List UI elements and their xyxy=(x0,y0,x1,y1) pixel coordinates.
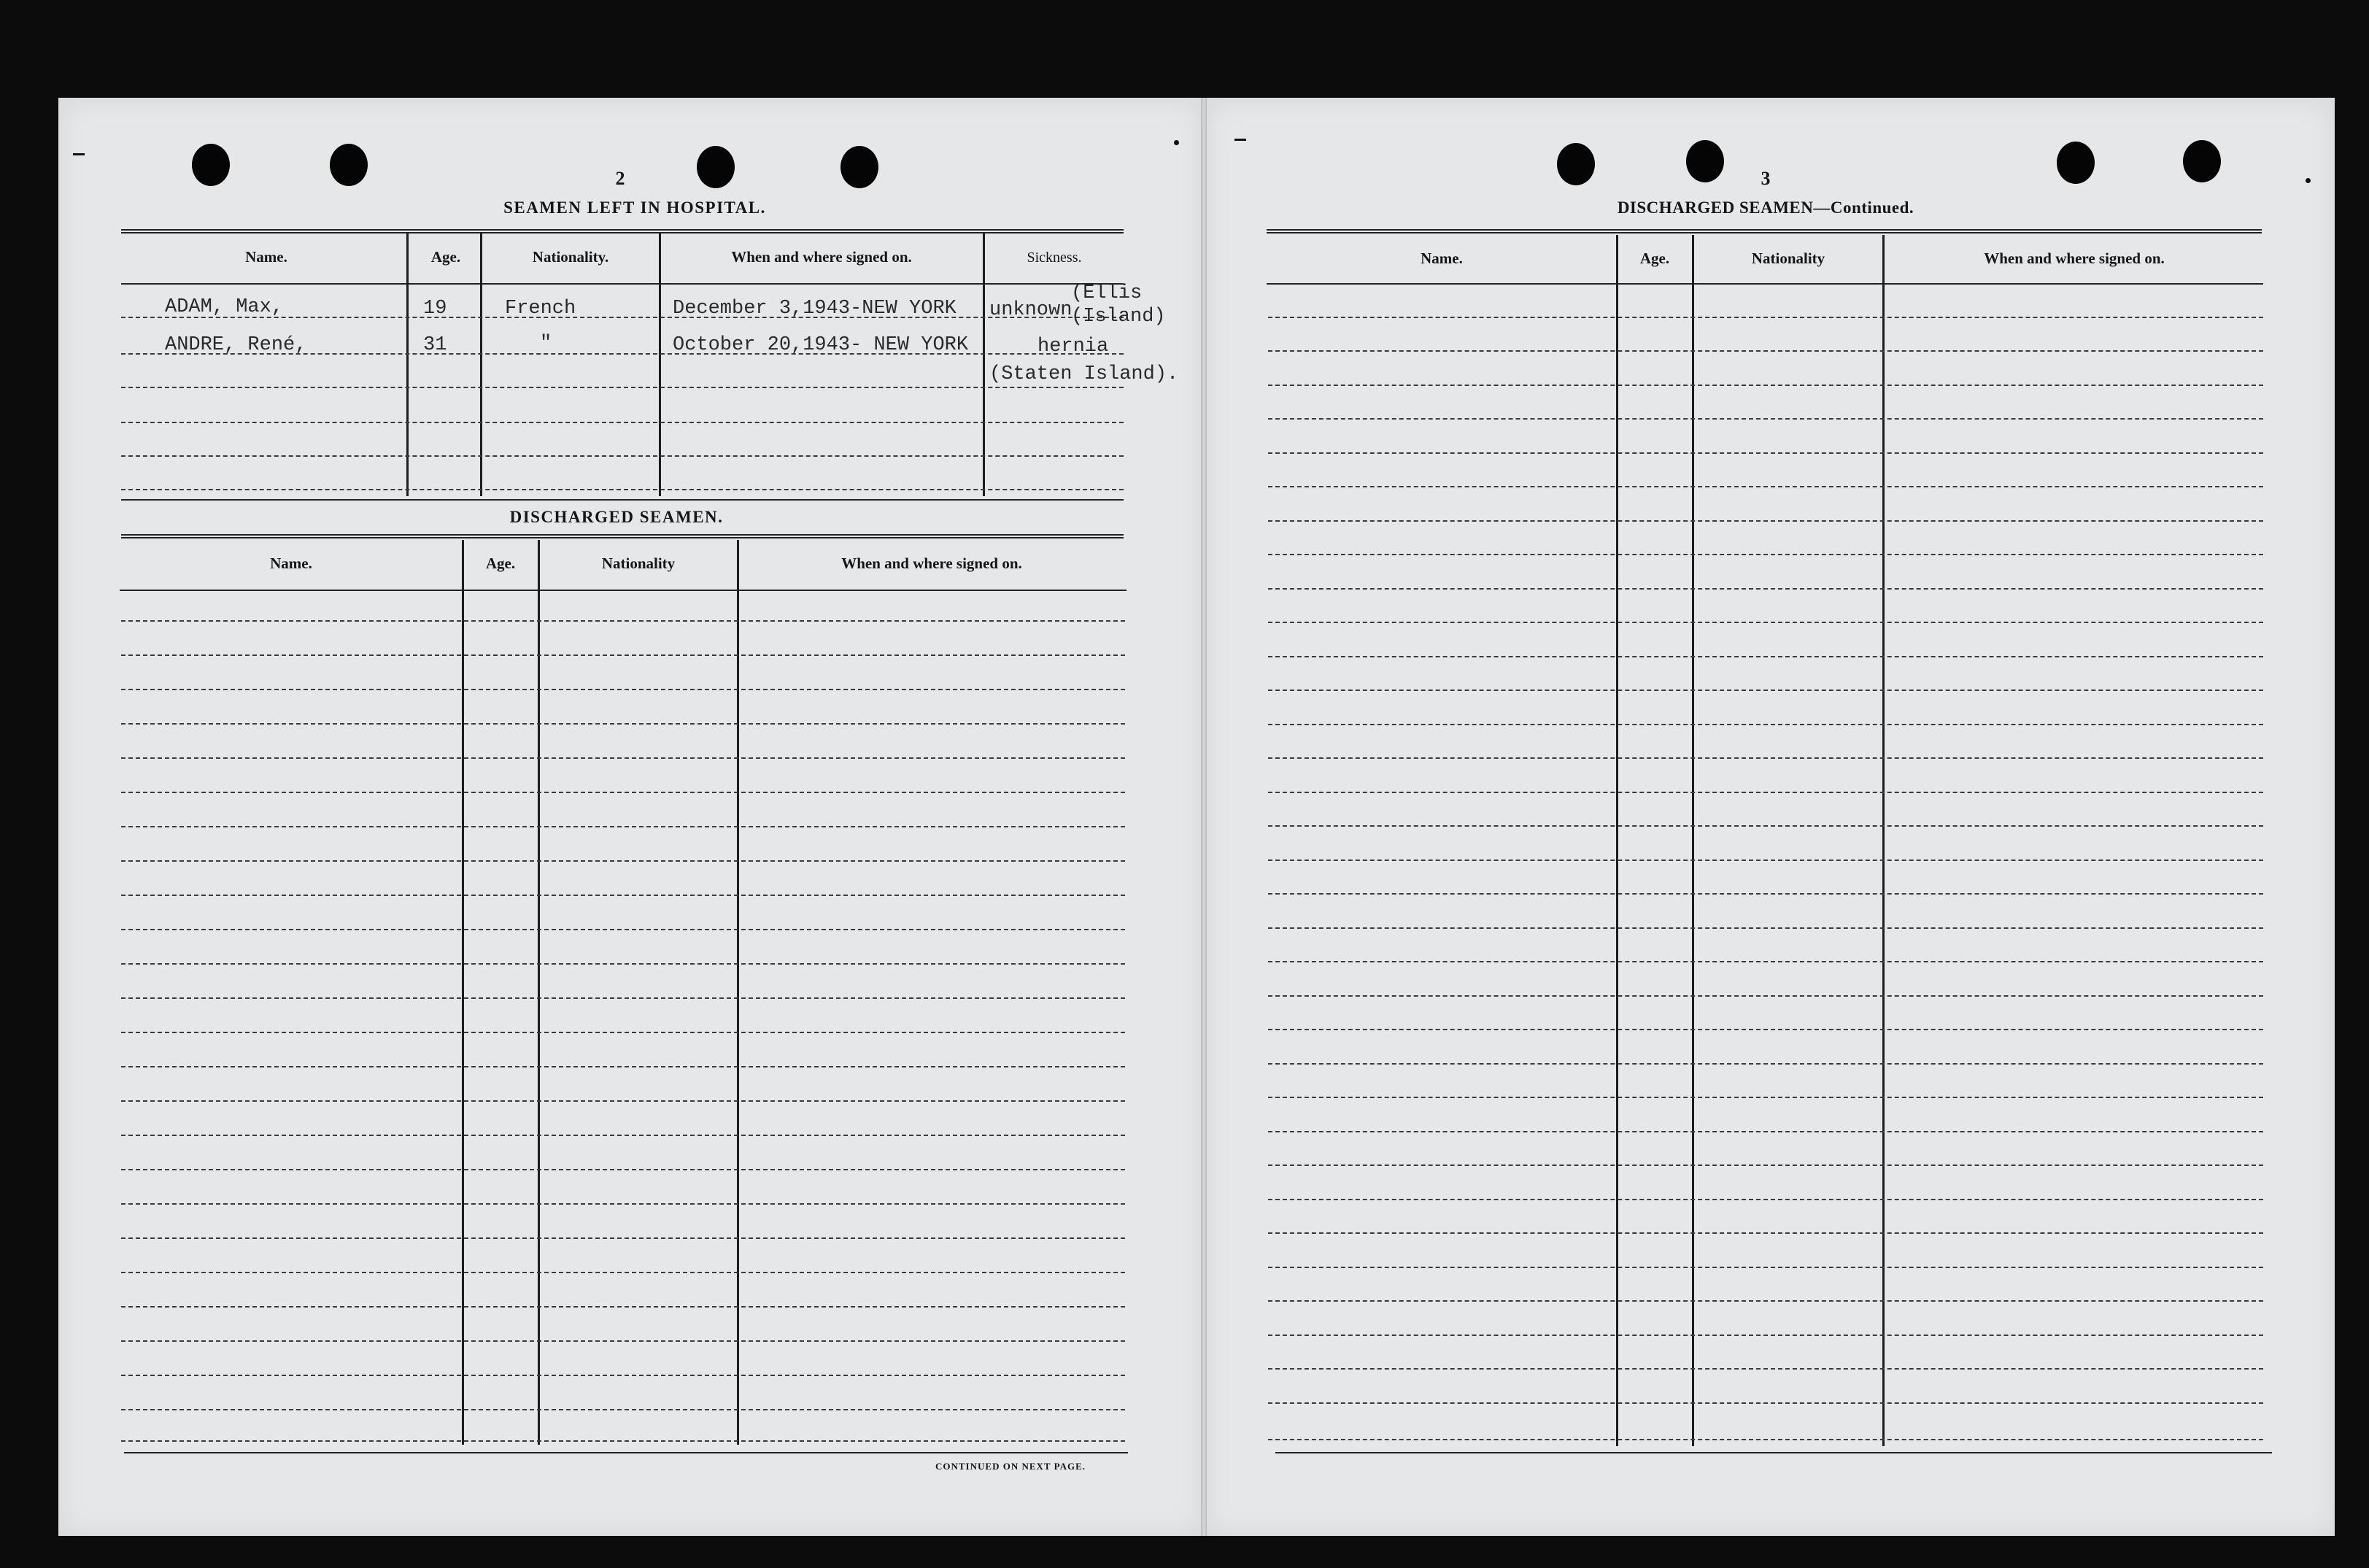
row-line xyxy=(121,757,1125,759)
edge-mark xyxy=(73,153,85,155)
column-divider xyxy=(480,233,482,496)
punch-hole xyxy=(1686,140,1724,182)
row-line xyxy=(1268,622,2263,623)
row-line xyxy=(1268,825,2263,827)
row-line xyxy=(1268,1029,2263,1030)
seaman-age: 19 xyxy=(423,298,447,320)
row-line xyxy=(1268,1402,2263,1404)
punch-hole xyxy=(192,144,230,186)
row-line xyxy=(1268,1063,2263,1065)
column-header-signed-on: When and where signed on. xyxy=(1984,250,2165,267)
table-top-rule xyxy=(121,534,1124,538)
row-line xyxy=(1268,1097,2263,1098)
column-divider xyxy=(983,233,985,496)
row-line xyxy=(121,1032,1125,1033)
seaman-nationality: " xyxy=(540,333,552,355)
seaman-sickness: hernia xyxy=(1037,336,1109,358)
row-line xyxy=(1268,1267,2263,1268)
row-line xyxy=(1268,927,2263,929)
column-header-name: Name. xyxy=(1421,250,1463,267)
column-header-age: Age. xyxy=(485,555,516,572)
column-header-sickness: Sickness. xyxy=(1027,250,1082,266)
row-line xyxy=(1268,690,2263,691)
punch-hole xyxy=(1557,143,1595,185)
row-line xyxy=(1268,792,2263,793)
discharged-section-title: DISCHARGED SEAMEN. xyxy=(509,508,724,526)
punch-hole xyxy=(840,146,878,188)
row-line xyxy=(1268,1335,2263,1336)
column-header-name: Name. xyxy=(245,248,287,266)
column-divider xyxy=(737,540,739,1445)
edge-mark xyxy=(1234,139,1246,141)
row-line xyxy=(1268,1165,2263,1166)
row-line xyxy=(1268,520,2263,522)
row-line xyxy=(1268,452,2263,454)
row-line xyxy=(121,1375,1125,1376)
row-line xyxy=(1268,1300,2263,1302)
seaman-sickness: unknown xyxy=(989,299,1073,321)
right-page xyxy=(1204,98,2335,1536)
sickness-note: (Staten Island). xyxy=(989,363,1179,385)
sickness-note: (Ellis (Island) xyxy=(1071,282,1166,328)
row-line xyxy=(1268,554,2263,555)
row-line xyxy=(121,1066,1125,1067)
page-number: 3 xyxy=(1761,168,1771,189)
row-line xyxy=(121,963,1125,965)
punch-hole xyxy=(330,144,368,186)
row-line xyxy=(121,723,1125,725)
row-line xyxy=(121,1272,1125,1273)
row-line xyxy=(1268,724,2263,725)
column-header-age: Age. xyxy=(430,248,461,266)
row-line xyxy=(121,455,1124,457)
row-line xyxy=(121,620,1125,622)
header-rule xyxy=(120,590,1126,591)
row-line xyxy=(121,826,1125,827)
column-divider xyxy=(406,233,409,496)
table-bottom-rule xyxy=(124,1452,1128,1453)
edge-mark xyxy=(2306,178,2311,183)
column-header-nationality: Nationality. xyxy=(532,248,609,266)
column-header-age: Age. xyxy=(1639,250,1670,267)
row-line xyxy=(121,860,1125,862)
row-line xyxy=(121,792,1125,793)
row-line xyxy=(121,1100,1125,1102)
punch-hole xyxy=(2183,140,2221,182)
row-line xyxy=(121,997,1125,999)
row-line xyxy=(1268,1232,2263,1234)
row-line xyxy=(1268,757,2263,759)
column-header-signed-on: When and where signed on. xyxy=(841,555,1022,572)
edge-mark xyxy=(1174,140,1179,145)
row-line xyxy=(121,654,1125,656)
column-divider xyxy=(1882,235,1885,1446)
row-line xyxy=(121,1169,1125,1170)
continued-note: CONTINUED ON NEXT PAGE. xyxy=(935,1461,1086,1472)
section-bottom-rule xyxy=(121,499,1124,501)
page-number: 2 xyxy=(615,168,625,189)
row-line xyxy=(1268,385,2263,386)
row-line xyxy=(1268,1439,2263,1440)
row-line xyxy=(1268,350,2263,352)
column-divider xyxy=(538,540,540,1445)
column-header-name: Name. xyxy=(270,555,312,572)
row-line xyxy=(121,1409,1125,1410)
row-line xyxy=(121,1340,1125,1342)
row-line xyxy=(121,1203,1125,1205)
column-divider xyxy=(462,540,464,1445)
row-line xyxy=(121,1237,1125,1239)
row-line xyxy=(1268,860,2263,861)
row-line xyxy=(121,422,1124,423)
row-line xyxy=(1268,893,2263,895)
row-line xyxy=(1268,995,2263,997)
seaman-age: 31 xyxy=(423,334,447,356)
row-line xyxy=(121,1440,1125,1442)
seaman-name: ADAM, Max, xyxy=(165,296,284,318)
column-divider xyxy=(1692,235,1694,1446)
seaman-nationality: French xyxy=(505,298,576,320)
row-line xyxy=(121,387,1124,388)
book-spine xyxy=(1201,98,1207,1536)
row-line xyxy=(1268,1368,2263,1370)
header-rule xyxy=(121,283,1124,285)
row-line xyxy=(1268,486,2263,487)
table-top-rule xyxy=(121,229,1124,233)
row-line xyxy=(121,1306,1125,1308)
punch-hole xyxy=(2057,142,2095,184)
row-line xyxy=(1268,1131,2263,1132)
column-header-nationality: Nationality xyxy=(1751,250,1825,267)
table-bottom-rule xyxy=(1275,1452,2272,1453)
table-top-rule xyxy=(1267,229,2262,233)
hospital-section-title: SEAMEN LEFT IN HOSPITAL. xyxy=(503,198,766,217)
column-divider xyxy=(659,233,661,496)
row-line xyxy=(1268,588,2263,590)
column-header-signed-on: When and where signed on. xyxy=(731,248,912,266)
header-rule xyxy=(1267,283,2263,285)
discharged-continued-title: DISCHARGED SEAMEN—Continued. xyxy=(1617,198,1914,217)
seaman-signed-on: December 3,1943-NEW YORK xyxy=(673,298,957,320)
row-line xyxy=(1268,418,2263,420)
row-line xyxy=(1268,317,2263,318)
row-line xyxy=(121,689,1125,690)
column-divider xyxy=(1616,235,1618,1446)
row-line xyxy=(1268,656,2263,657)
row-line xyxy=(1268,1199,2263,1200)
row-line xyxy=(121,489,1124,490)
row-line xyxy=(121,929,1125,930)
column-header-nationality: Nationality xyxy=(601,555,676,572)
row-line xyxy=(121,1135,1125,1136)
row-line xyxy=(1268,961,2263,962)
punch-hole xyxy=(697,146,735,188)
seaman-signed-on: October 20,1943- NEW YORK xyxy=(673,334,969,356)
row-line xyxy=(121,895,1125,896)
seaman-name: ANDRE, René, xyxy=(165,334,307,356)
